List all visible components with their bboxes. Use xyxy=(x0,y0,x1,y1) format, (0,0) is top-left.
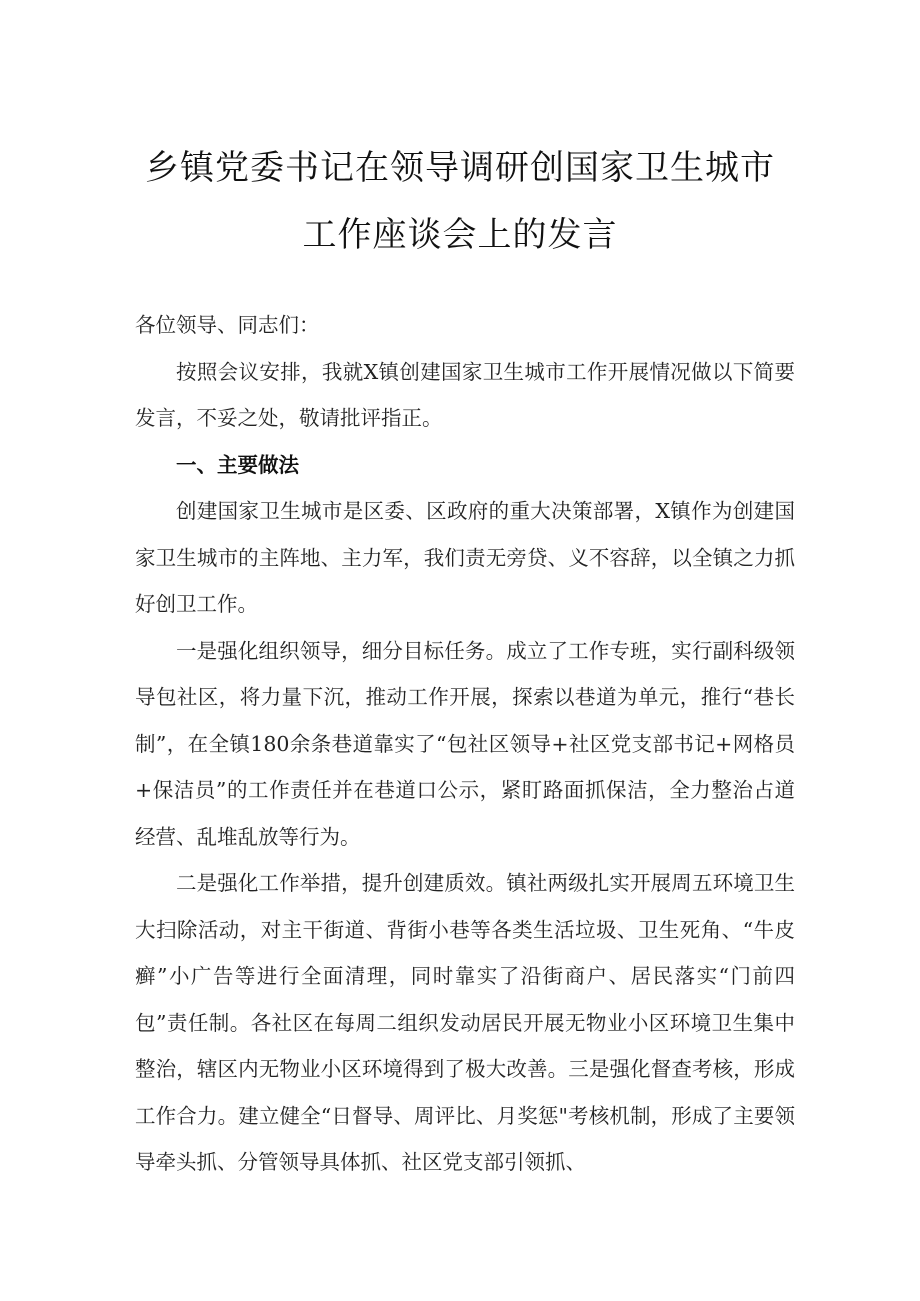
intro-paragraph: 按照会议安排，我就X镇创建国家卫生城市工作开展情况做以下简要发言，不妥之处，敬请批评指正。 xyxy=(135,359,795,430)
paragraph-1: 创建国家卫生城市是区委、区政府的重大决策部署，X镇作为创建国家卫生城市的主阵地、主力军，我们责无旁贷、义不容辞，以全镇之力抓好创卫工作。 xyxy=(135,499,795,616)
document-title-line-2: 工作座谈会上的发言 xyxy=(302,215,618,255)
paragraph-2: 一是强化组织领导，细分目标任务。成立了工作专班，实行副科级领导包社区，将力量下沉，推动工作开展，探索以巷道为单元，推行“巷长制”，在全镇180余条巷道靠实了“包社区领导+社区党支部书记+网格员+保洁员”的工作责任并在巷道口公示，紧盯路面抓保洁，全力整治占道经营、乱堆乱放等行为。 xyxy=(135,638,795,849)
salutation: 各位领导、同志们： xyxy=(135,313,320,337)
section-heading: 一、主要做法 xyxy=(176,452,299,477)
paragraph-3: 二是强化工作举措，提升创建质效。镇社两级扎实开展周五环境卫生大扫除活动，对主干街道、背街小巷等各类生活垃圾、卫生死角、“牛皮癣”小广告等进行全面清理，同时靠实了沿街商户、居民落实“门前四包”责任制。各社区在每周二组织发动居民开展无物业小区环境卫生集中整治，辖区内无物业小区环境得到了极大改善。三是强化督查考核，形成工作合力。建立健全“日督导、周评比、月奖惩"考核机制，形成了主要领导牵头抓、分管领导具体抓、社区党支部引领抓、 xyxy=(135,871,795,1174)
document-title-line-1: 乡镇党委书记在领导调研创国家卫生城市 xyxy=(145,148,775,188)
document-body xyxy=(135,302,795,1186)
